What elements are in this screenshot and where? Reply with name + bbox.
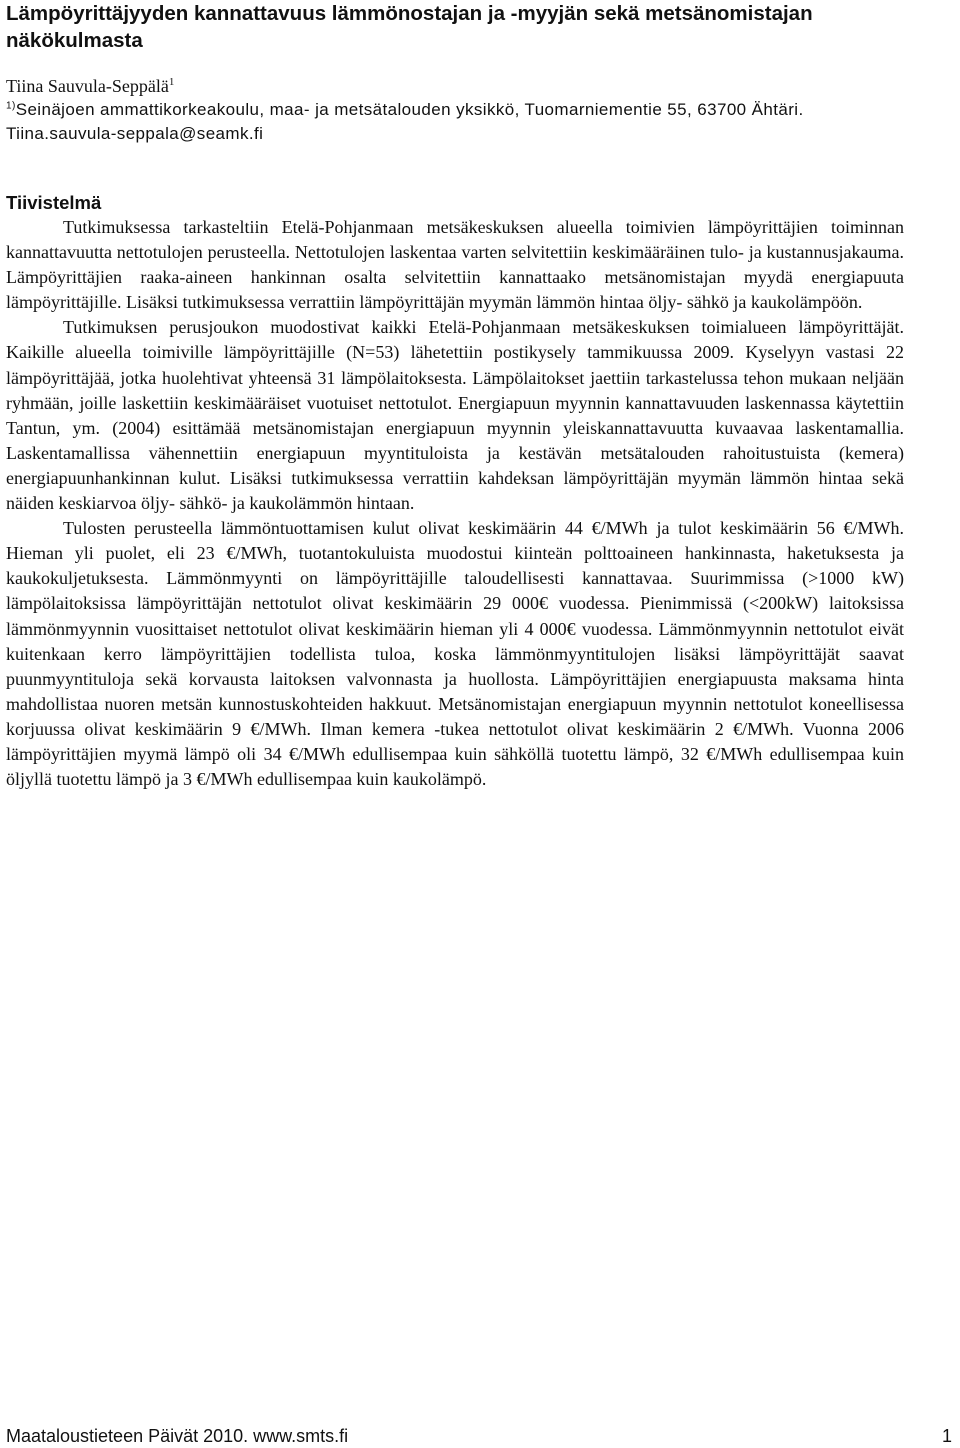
affiliation-text: Seinäjoen ammattikorkeakoulu, maa- ja metsätalouden yksikkö, Tuomarniementie 55, 63700 Ähtäri. [15, 100, 804, 119]
paper-title: Lämpöyrittäjyyden kannattavuus lämmönostajan ja -myyjän sekä metsänomistajan näkökulmasta [6, 2, 813, 52]
abstract-paragraph-3: Tulosten perusteella lämmöntuottamisen kulut olivat keskimäärin 44 €/MWh ja tulot keskimäärin 56 €/MWh. Hieman yli puolet, eli 23 €/MWh, tuotantokuluista muodostui kiinteän polttoaineen hankinnasta, haketuksesta ja kaukokuljetuksesta. Lämmönmyynti on lämpöyrittäjille taloudellisesti kannattavaa. Suurimmissa (>1000 kW) lämpölaitoksissa lämpöyrittäjän nettotulot olivat keskimäärin 29 000€ vuodessa. Pienimmissä (<200kW) laitoksissa lämmönmyynnin vuosittaiset nettotulot olivat keskimäärin hieman yli 4 000€ vuodessa. Lämmönmyynnin nettotulot eivät kuitenkaan kerro lämpöyrittäjien todellista tuloa, koska lämmönmyyntitulojen lisäksi lämpöyrittäjät saavat puunmyyntituloja sekä korvausta laitoksen valvonnasta ja huollosta. Lämpöyrittäjien energiapuusta maksama hinta mahdollistaa nuoren metsän kunnostuskohteiden hakkuut. Metsänomistajan energiapuun myynnin nettotulot koneellisessa korjuussa olivat keskimäärin 9 €/MWh. Ilman kemera -tukea nettotulot olivat keskimäärin 2 €/MWh. Vuonna 2006 lämpöyrittäjien myymä lämpö oli 34 €/MWh edullisempaa kuin sähköllä tuotettu lämpö, 32 €/MWh edullisempaa kuin öljyllä tuotettu lämpö ja 3 €/MWh edullisempaa kuin kaukolämpö. [6, 518, 904, 790]
abstract-body [6, 215, 904, 792]
abstract-paragraph-1: Tutkimuksessa tarkasteltiin Etelä-Pohjanmaan metsäkeskuksen alueella toimivien lämpöyrittäjien toiminnan kannattavuutta nettotulojen perusteella. Nettotulojen laskentaa varten selvitettiin keskimääräinen tulo- ja kustannusjakauma. Lämpöyrittäjien raaka-aineen hankinnan osalta selvitettiin kannattaako metsänomistajan myydä energiapuuta lämpöyrittäjille. Lisäksi tutkimuksessa verrattiin lämpöyrittäjän myymän lämmön hintaa öljy- sähkö ja kaukolämpöön. [6, 217, 904, 313]
abstract-paragraph-2: Tutkimuksen perusjoukon muodostivat kaikki Etelä-Pohjanmaan metsäkeskuksen toimialueen lämpöyrittäjät. Kaikille alueella toimiville lämpöyrittäjille (N=53) lähetettiin postikysely tammikuussa 2009. Kyselyyn vastasi 22 lämpöyrittäjää, jotka huolehtivat yhteensä 31 lämpölaitoksesta. Lämpölaitokset jaettiin tarkastelussa tehon mukaan neljään ryhmään, joille laskettiin keskimääräiset vuotuiset nettotulot. Energiapuun myynnin kannattavuuden laskennassa käytettiin Tantun, ym. (2004) esittämää metsänomistajan energiapuun myynnin yleiskannattavuutta kuvaavaa laskentamallia. Laskentamallissa vähennettiin energiapuun myyntituloista ja kestävän metsätalouden rahoitustuista (kemera) energiapuunhankinnan kulut. Lisäksi tutkimuksessa verrattiin kahdeksan lämpöyrittäjän myymän lämmön hintaa sekä näiden keskiarvoa öljy- sähkö- ja kaukolämmön hintaan. [6, 317, 904, 514]
affiliation-marker: 1) [6, 100, 16, 112]
author-email[interactable]: Tiina.sauvula-seppala@seamk.fi [6, 124, 264, 143]
author-affiliation-marker: 1 [168, 76, 175, 88]
affiliation-line [6, 98, 904, 122]
footer-page-number: 1 [941, 1426, 952, 1446]
footer-source: Maataloustieteen Päivät 2010. www.smts.fi [6, 1426, 349, 1446]
paper-page [6, 0, 904, 792]
abstract-heading: Tiivistelmä [6, 192, 102, 213]
author-line [6, 74, 904, 98]
author-name: Tiina Sauvula-Seppälä [6, 76, 169, 96]
